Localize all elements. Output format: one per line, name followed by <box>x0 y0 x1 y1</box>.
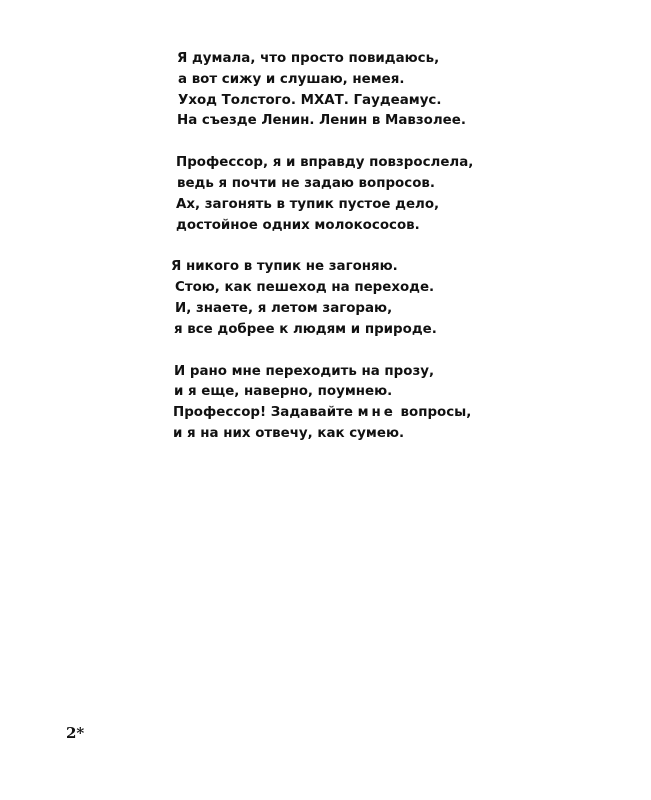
poem-line: Профессор, я и вправду повзрослела, <box>176 155 474 171</box>
poem-line: Стою, как пешеход на переходе. <box>175 280 435 296</box>
poem-line: и я на них отвечу, как сумею. <box>173 425 405 441</box>
poem-line: И, знаете, я летом загораю, <box>175 300 393 316</box>
stanza-3 <box>0 257 651 340</box>
signature-mark: 2* <box>66 724 85 742</box>
emphasized-word: мне <box>357 405 396 421</box>
poem-line: И рано мне переходить на прозу, <box>174 363 435 379</box>
poem-line: Уход Толстого. МХАТ. Гаудеамус. <box>178 92 442 108</box>
line-end: вопросы, <box>395 405 472 421</box>
poem-line: Я думала, что просто повидаюсь, <box>177 51 440 66</box>
poem-line: ведь я почти не задаю вопросов. <box>177 175 435 191</box>
poem-line: На съезде Ленин. Ленин в Мавзолее. <box>177 113 466 129</box>
poem <box>0 49 651 466</box>
stanza-1 <box>0 49 651 132</box>
poem-line: я все добрее к людям и природе. <box>174 321 437 337</box>
poem-line: а вот сижу и слушаю, немея. <box>178 71 405 87</box>
stanza-2 <box>0 153 651 236</box>
poem-line: Я никого в тупик не загоняю. <box>171 259 398 275</box>
poem-line: Ах, загонять в тупик пустое дело, <box>176 196 440 212</box>
line-start: Профессор! Задавайте <box>173 405 358 421</box>
poem-line: достойное одних молокососов. <box>176 217 420 233</box>
poem-line: и я еще, наверно, поумнею. <box>174 384 393 400</box>
poem-line-emphasized <box>173 403 651 424</box>
stanza-4 <box>0 362 651 445</box>
